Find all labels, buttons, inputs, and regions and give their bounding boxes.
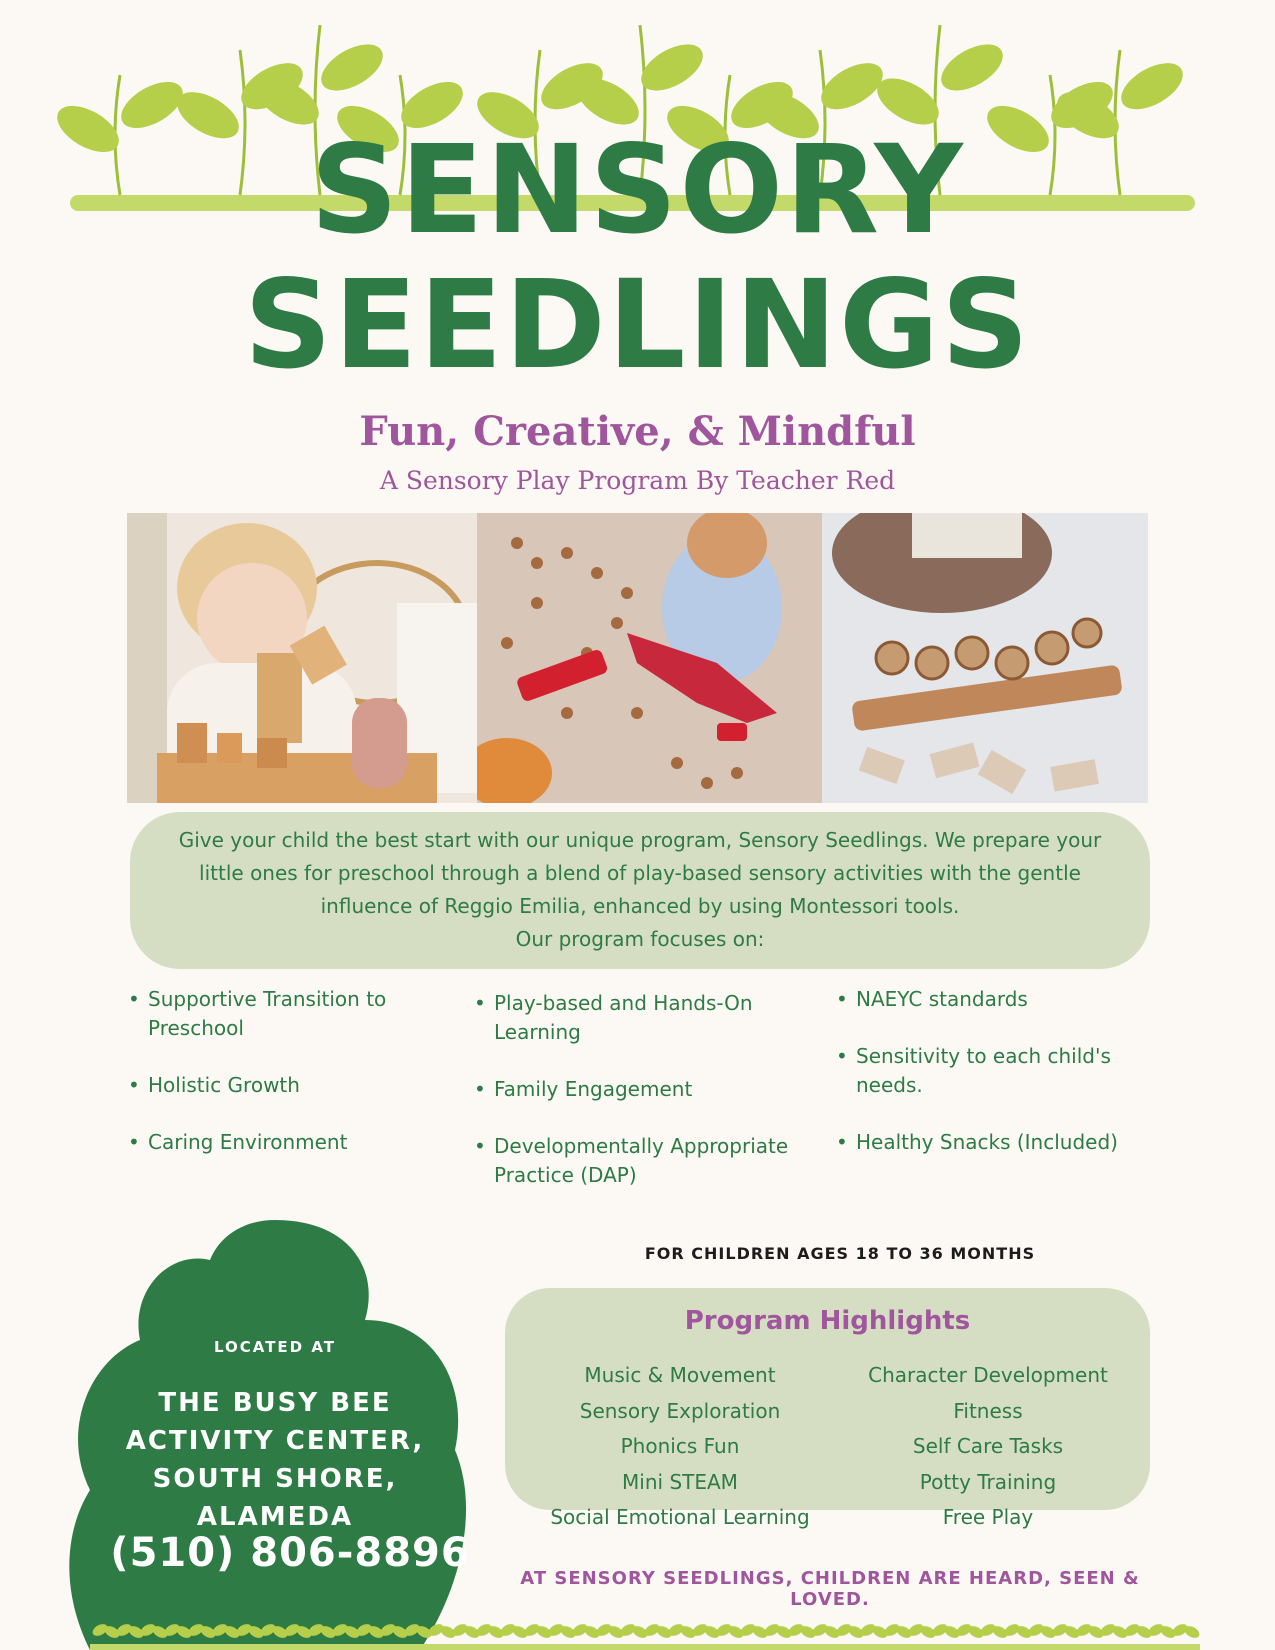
focus-column-1	[128, 985, 448, 1185]
highlight-item: Sensory Exploration	[579, 1398, 781, 1423]
focus-item: • Play-based and Hands-On Learning	[474, 989, 794, 1047]
focus-item: • Family Engagement	[474, 1075, 794, 1104]
footer-tagline: AT SENSORY SEEDLINGS, CHILDREN ARE HEARD, SEEN & LOVED.	[520, 1568, 1140, 1610]
photo-child-wooden-toys	[822, 513, 1148, 803]
title-line-1: SENSORY	[310, 119, 965, 261]
sprout-leaf	[934, 35, 1011, 100]
focus-lead: Our program focuses on:	[515, 927, 765, 951]
tagline: Fun, Creative, & Mindful	[359, 408, 916, 455]
highlight-item: Self Care Tasks	[912, 1434, 1064, 1458]
footer-sprouts-illustration	[90, 1608, 1200, 1650]
focus-item: • Sensitivity to each child's needs.	[836, 1042, 1156, 1100]
focus-item: • Developmentally Appropriate Practice (DAP)	[474, 1132, 794, 1190]
title-line-2: SEEDLINGS	[243, 254, 1032, 396]
intro-box	[130, 812, 1150, 969]
subtagline: A Sensory Play Program By Teacher Red	[379, 466, 896, 495]
highlight-item: Mini STEAM	[622, 1469, 738, 1494]
highlights-column-2	[838, 1358, 1138, 1536]
highlight-item: Character Development	[868, 1363, 1108, 1387]
sprout-leaf	[1114, 54, 1191, 119]
highlights-title: Program Highlights	[684, 1306, 971, 1336]
highlight-item: Fitness	[953, 1398, 1023, 1423]
photo-child-blocks	[127, 513, 477, 803]
highlight-item: Free Play	[942, 1505, 1034, 1529]
highlights-column-1	[515, 1358, 845, 1536]
location-name: THE BUSY BEE ACTIVITY CENTER, SOUTH SHORE, ALAMEDA	[125, 1388, 425, 1532]
highlight-item: Social Emotional Learning	[550, 1505, 810, 1529]
highlight-item: Phonics Fun	[620, 1434, 740, 1458]
ages-note: FOR CHILDREN AGES 18 TO 36 MONTHS	[644, 1244, 1036, 1263]
sprout-leaf	[314, 35, 391, 100]
highlight-item: Potty Training	[919, 1469, 1057, 1494]
phone-number[interactable]: (510) 806-8896	[110, 1530, 470, 1576]
focus-column-2	[474, 989, 794, 1218]
focus-item: • NAEYC standards	[836, 985, 1156, 1014]
focus-item: • Healthy Snacks (Included)	[836, 1128, 1156, 1157]
highlight-item: Music & Movement	[584, 1363, 776, 1387]
intro-paragraph: Give your child the best start with our unique program, Sensory Seedlings. We prepare your little ones for preschool through a blend of play-based sensory activities with the gentle influence of Reggio Emilia, enhanced by using Montessori tools.	[178, 828, 1102, 918]
focus-column-3	[836, 985, 1156, 1185]
location-label: LOCATED AT	[213, 1338, 337, 1356]
focus-item: • Caring Environment	[128, 1128, 448, 1157]
focus-item: • Supportive Transition to Preschool	[128, 985, 448, 1043]
focus-item: • Holistic Growth	[128, 1071, 448, 1100]
photo-child-toys	[477, 513, 822, 803]
